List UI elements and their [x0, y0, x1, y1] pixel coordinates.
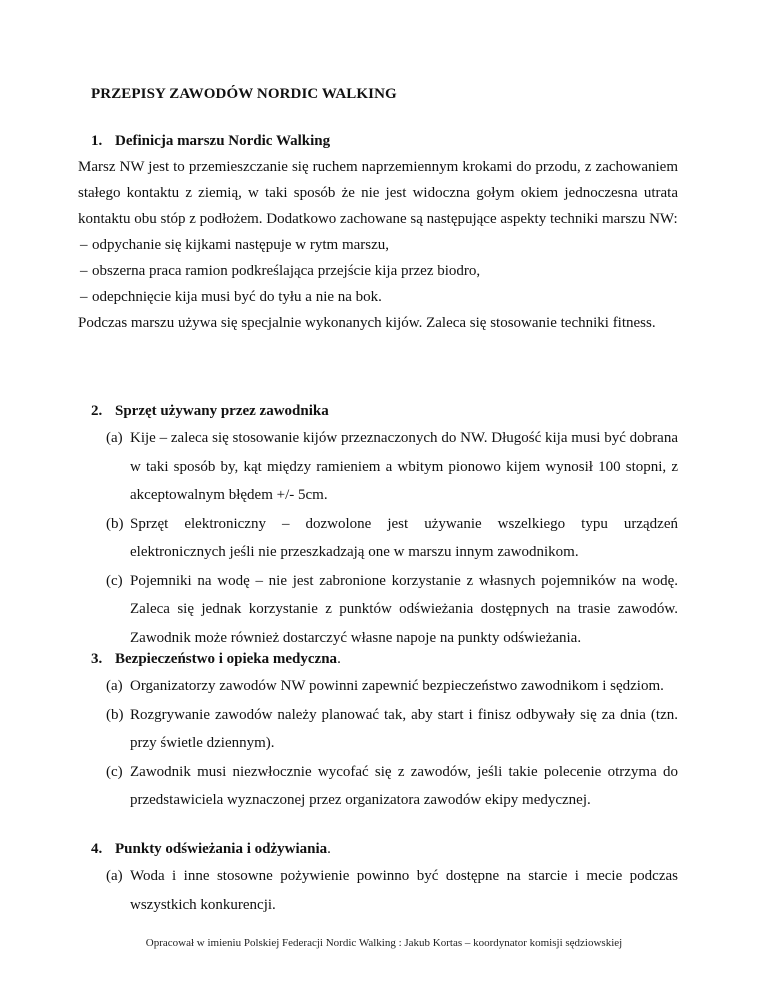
- list-item: – odepchnięcie kija musi być do tyłu a nie na bok.: [80, 289, 382, 305]
- list-item: (b) Rozgrywanie zawodów należy planować tak, aby start i finisz odbywały się za dnia (tzn. przy świetle dziennym).: [106, 706, 678, 751]
- section-heading: 2. Sprzęt używany przez zawodnika: [91, 403, 329, 419]
- list-item: (a) Woda i inne stosowne pożywienie powinno być dostępne na starcie i mecie podczas wszystkich konkurencji.: [106, 868, 678, 913]
- section-definition: [78, 128, 678, 336]
- section-safety: [78, 646, 678, 815]
- section-equipment: [78, 398, 678, 652]
- section-heading: 3. Bezpieczeństwo i opieka medyczna.: [91, 651, 341, 667]
- page-footer: Opracował w imieniu Polskiej Federacji Nordic Walking : Jakub Kortas – koordynator komisji sędziowskiej: [145, 937, 623, 949]
- section-refreshment: [78, 836, 678, 919]
- list-item: (c) Zawodnik musi niezwłocznie wycofać się z zawodów, jeśli takie polecenie otrzyma do przedstawiciela wyznaczonej przez organizatora zawodów ekipy medycznej.: [106, 763, 678, 808]
- paragraph-intro: Marsz NW jest to przemieszczanie się ruchem naprzemiennym krokami do przodu, z zachowaniem stałego kontaktu z ziemią, w taki sposób że nie jest widoczna gołym okiem jednoczesna utrata kontaktu obu stóp z podłożem. Dodatkowo zachowane są następujące aspekty techniki marszu NW:: [78, 159, 678, 227]
- list-item: (c) Pojemniki na wodę – nie jest zabronione korzystanie z własnych pojemników na wodę. Zaleca się jednak korzystanie z punktów odświeżania dostępnych na trasie zawodów. Zawodnik może również dostarczyć własne napoje na punkty odświeżania.: [106, 572, 678, 646]
- list-item: (a) Kije – zaleca się stosowanie kijów przeznaczonych do NW. Długość kija musi być dobrana w taki sposób by, kąt między ramieniem a wbitym pionowo kijem wynosił 100 stopni, z akceptowalnym błędem +/- 5cm.: [106, 430, 678, 503]
- section-heading: 1. Definicja marszu Nordic Walking: [91, 133, 331, 149]
- paragraph-outro: Podczas marszu używa się specjalnie wykonanych kijów. Zaleca się stosowanie techniki fitness.: [78, 315, 656, 331]
- page-title: PRZEPISY ZAWODÓW NORDIC WALKING: [91, 86, 397, 102]
- list-item: (b) Sprzęt elektroniczny – dozwolone jest używanie wszelkiego typu urządzeń elektronicznych jeśli nie przeszkadzają one w marszu innym zawodnikom.: [106, 515, 678, 560]
- section-heading: 4. Punkty odświeżania i odżywiania.: [91, 841, 331, 857]
- list-item: – obszerna praca ramion podkreślająca przejście kija przez biodro,: [80, 263, 481, 279]
- list-item: (a) Organizatorzy zawodów NW powinni zapewnić bezpieczeństwo zawodnikom i sędziom.: [106, 678, 664, 694]
- list-item: – odpychanie się kijkami następuje w rytm marszu,: [80, 237, 390, 253]
